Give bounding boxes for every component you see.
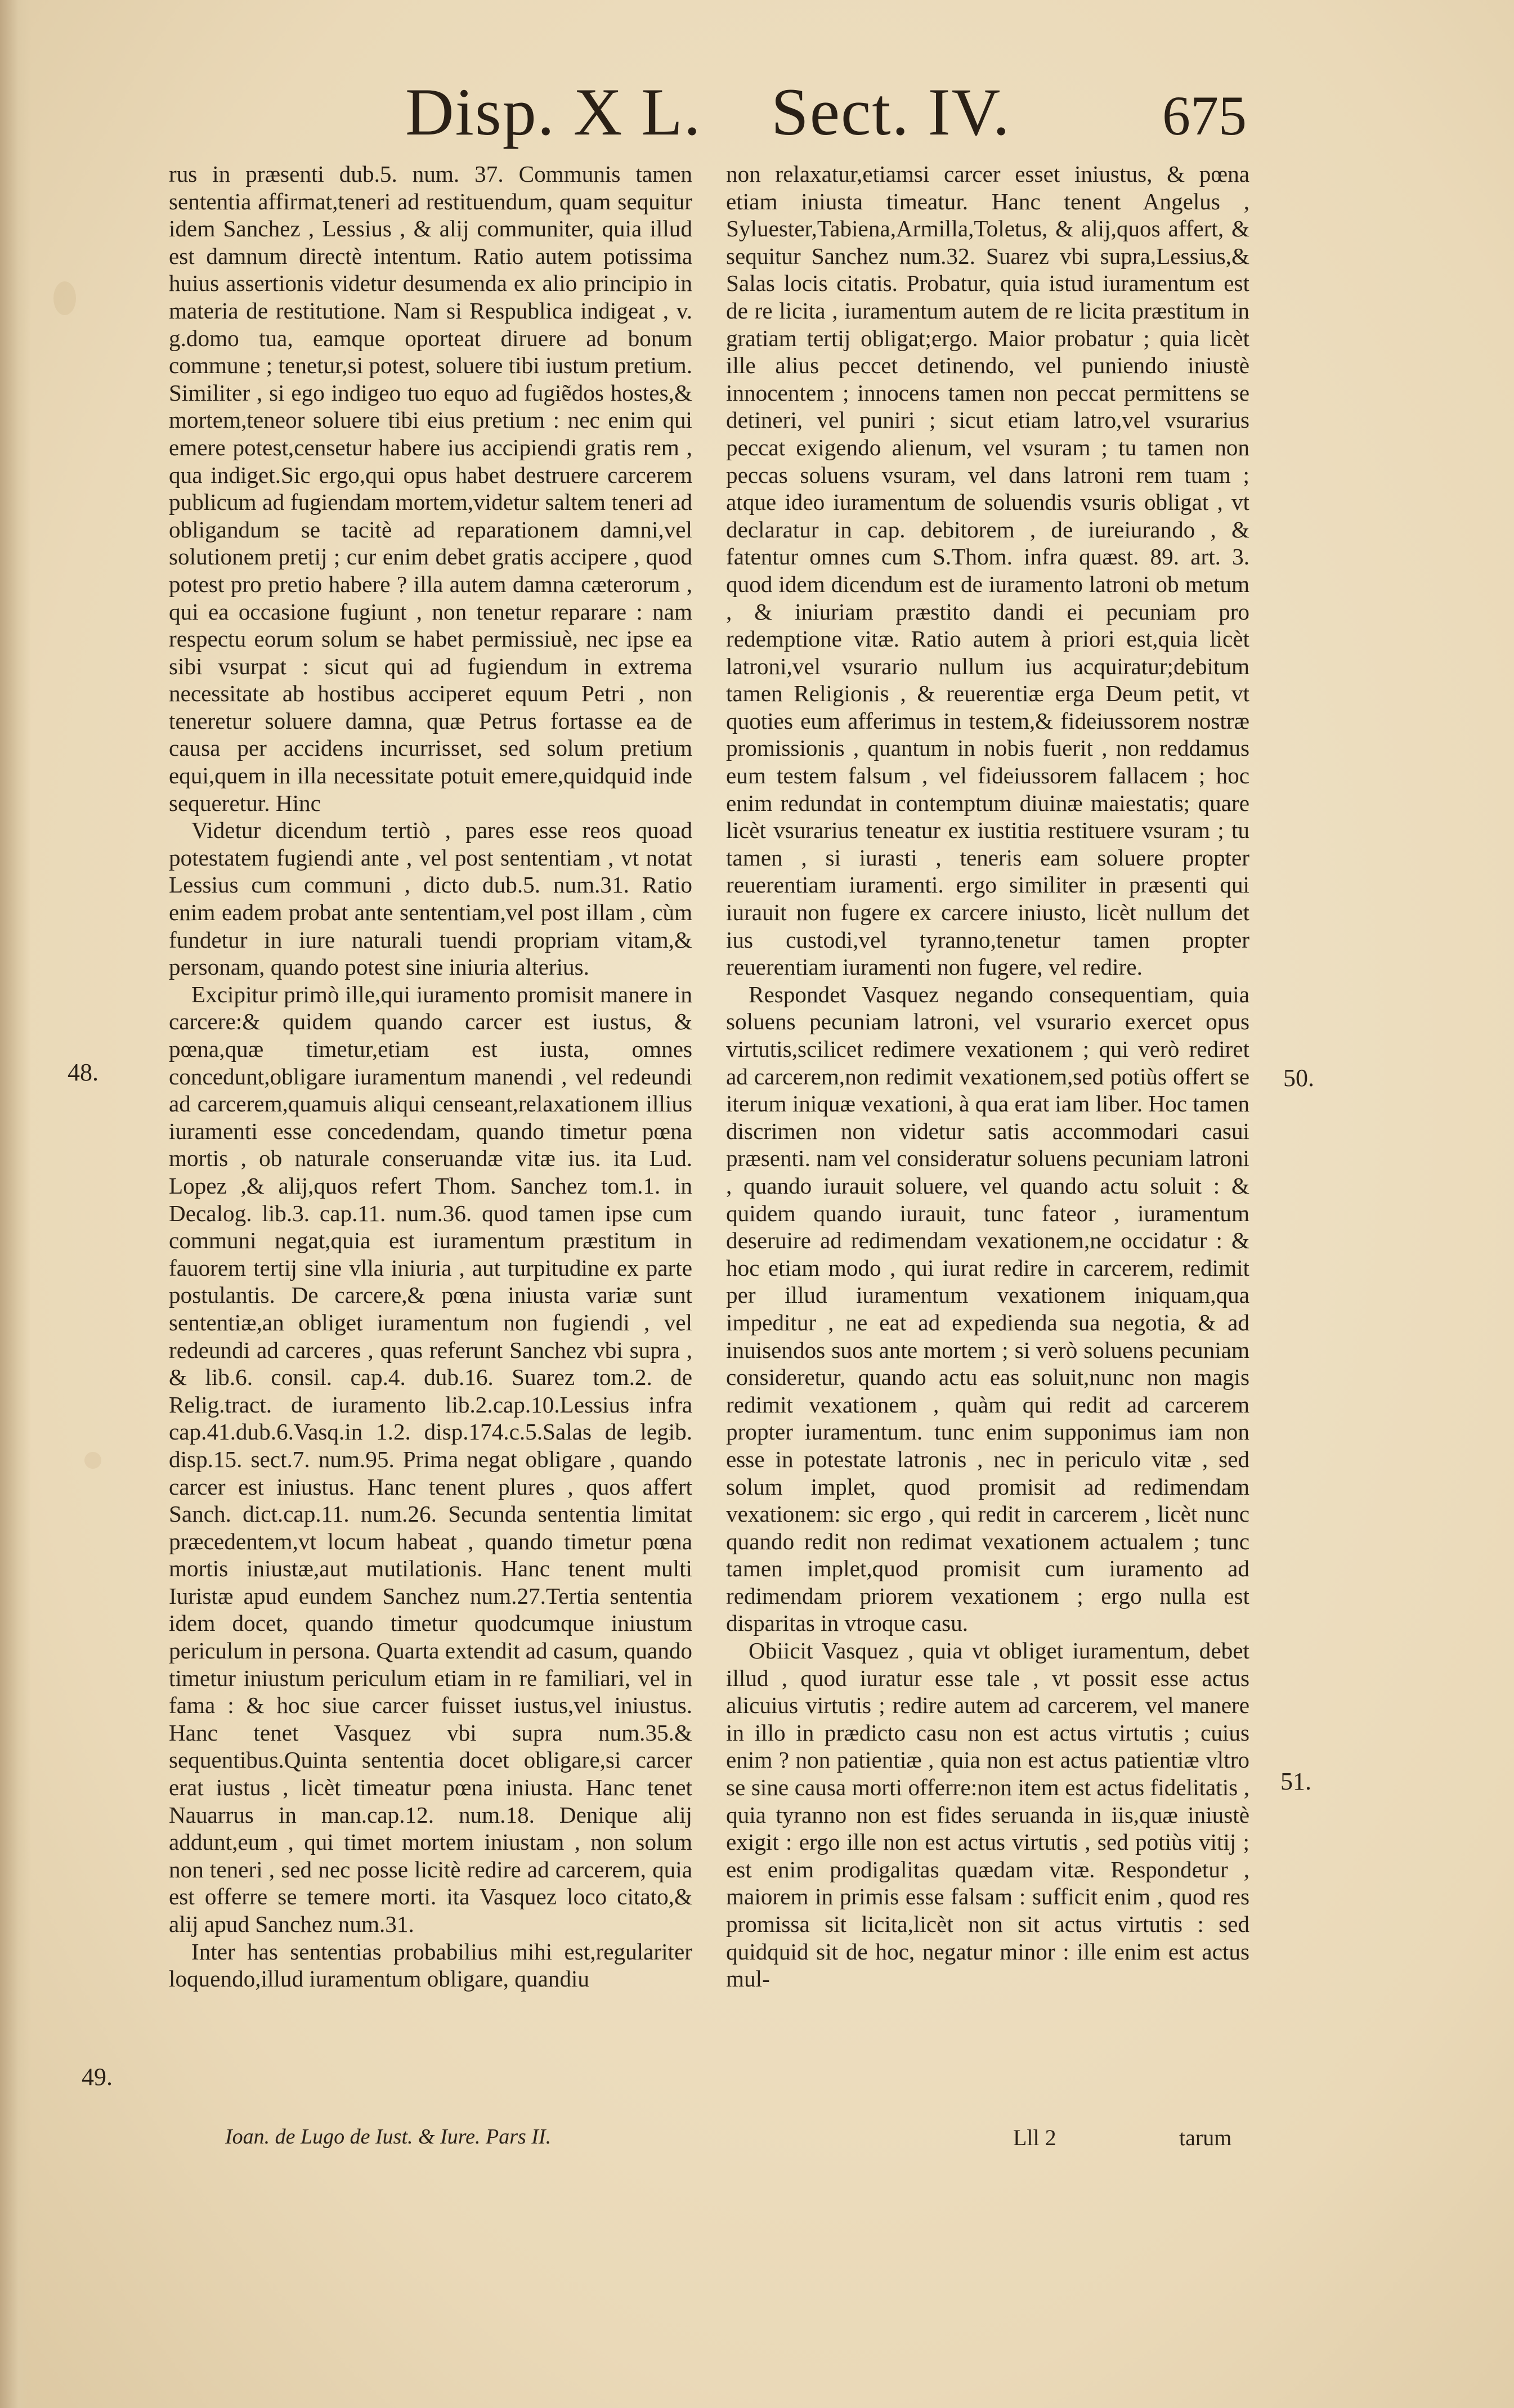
right-column [726, 160, 1249, 1993]
paragraph: Obiicit Vasquez , quia vt obliget iuramentum, debet illud , quod iuratur esse tale , vt possit esse actus alicuius virtutis ; redire autem ad carcerem, vel manere in illo in prædicto casu non est actus virtutis ; cuius enim ? non patientiæ , quia non est actus patientiæ vltro se sine causa morti offerre:non item est actus fidelitatis , quia tyranno non est fides seruanda in iis,quæ iniustè exigit : ergo ille non est actus virtutis , sed potiùs vitij ; est enim prodigalitas quædam vitæ. Respondetur , maiorem in primis esse falsam : sufficit enim , quod res promissa sit licita,licèt non sit actus virtutis : sed quidquid sit de hoc, negatur minor : ille enim est actus mul- [726, 1638, 1249, 1992]
margin-number-50: 50. [1283, 1064, 1314, 1092]
page-header [0, 68, 1514, 152]
ink-stain [53, 281, 76, 315]
paragraph: Videtur dicendum tertiò , pares esse reos quoad potestatem fugiendi ante , vel post sententiam , vt notat Lessius cum communi , dicto dub.5. num.31. Ratio enim eadem probat ante sententiam,vel post illam , cùm fundetur in iure naturali tuendi propriam vitam,& personam, quando potest sine iniuria alterius. [169, 817, 692, 980]
margin-number-48: 48. [68, 1059, 98, 1086]
left-column [169, 160, 692, 1993]
paragraph: rus in præsenti dub.5. num. 37. Communis tamen sententia affirmat,teneri ad restituendum, quam sequitur idem Sanchez , Lessius , & alij communiter, quia illud est damnum directè intentum. Ratio autem potissima huius assertionis videtur desumenda ex alio principio in materia de restitutione. Nam si Respublica indigeat , v. g.domo tua, eamque oporteat diruere ad bonum commune ; tenetur,si potest, soluere tibi iustum pretium. Similiter , si ego indigeo tuo equo ad fugiẽdos hostes,& mortem,teneor soluere tibi eius pretium : nec enim qui emere potest,censetur habere ius accipiendi gratis rem , qua indiget.Sic ergo,qui opus habet destruere carcerem publicum ad fugiendam mortem,videtur saltem teneri ad obligandum se tacitè ad reparationem damni,vel solutionem pretij ; cur enim debet gratis accipere , quod potest pro pretio habere ? illa autem damna cæterorum , qui ea occasione fugiunt , non tenetur reparare : nam respectu eorum solum se habet permissiuè, nec ipse ea sibi vsurpat : sicut qui ad fugiendum in extrema necessitate ab hostibus acciperet equum Petri , non teneretur soluere damna, quæ Petrus fortasse ea de causa per accidens incurrisset, sed solum pretium equi,quem in illa necessitate potuit emere,quidquid inde sequeretur. Hinc [169, 161, 692, 816]
catchword: tarum [1179, 2125, 1232, 2150]
paragraph: non relaxatur,etiamsi carcer esset iniustus, & pœna etiam iniusta timeatur. Hanc tenent Angelus , Syluester,Tabiena,Armilla,Toletus, & alij,quos affert, & sequitur Sanchez num.32. Suarez vbi supra,Lessius,& Salas locis citatis. Probatur, quia istud iuramentum est de re licita , iuramentum autem de re licita præstitum in gratiam tertij obligat;ergo. Maior probatur ; quia licèt ille alius peccet detinendo, vel puniendo iniustè innocentem ; innocens tamen non peccat permittens se detineri, vel puniri ; sicut etiam latro,vel vsurarius peccat exigendo alienum, vel vsuram ; tu tamen non peccas soluens vsuram, vel dans latroni rem tuam ; atque ideo iuramentum de soluendis vsuris obligat , vt declaratur in cap. debitorem , de iureiurando , & fatentur omnes cum S.Thom. infra quæst. 89. art. 3. quod idem dicendum est de iuramento latroni ob metum , & iniuriam præstito dandi ei pecuniam pro redemptione vitæ. Ratio autem à priori est,quia licèt latroni,vel vsurario nullum ius acquiratur;debitum tamen Religionis , & reuerentiæ erga Deum petit, vt quoties eum afferimus in testem,& fideiussorem nostræ promissionis , quantum in nobis fuerit , non reddamus eum testem falsum , vel fideiussorem fallacem ; hoc enim redundat in contemptum diuinæ maiestatis; quare licèt vsurarius teneatur ex iustitia restituere vsuram ; tu tamen , si iurasti , teneris eam soluere propter reuerentiam iuramenti. ergo similiter in præsenti qui iurauit non fugere ex carcere iniusto, licèt nullum det ius custodi,vel tyranno,tenetur tamen propter reuerentiam iuramenti non fugere, vel redire. [726, 161, 1249, 980]
page-edge [0, 0, 31, 2408]
paragraph: Respondet Vasquez negando consequentiam, quia soluens pecuniam latroni, vel vsurario exercet opus virtutis,scilicet redimere vexationem ; qui verò rediret ad carcerem,non redimit vexationem,sed potiùs offert se iterum iniquæ vexationi, à qua erat iam liber. Hoc tamen discrimen non videtur satis accommodari casui præsenti. nam vel consideratur soluens pecuniam latroni , quando iurauit soluere, vel quando actu soluit : & quidem quando iurauit, tunc fateor , iuramentum deseruire ad redimendam vexationem,ne occidatur : & hoc etiam modo , qui iurat redire in carcerem, redimit per illud iuramentum vexationem iniquam,qua impeditur , ne eat ad expedienda sua negotia, & ad inuisendos suos ante mortem ; si verò soluens pecuniam consideretur, quando actu eas soluit,nunc non magis redimit vexationem , quàm qui redit ad carcerem propter iuramentum. tunc enim supponimus iam non esse in potestate latronis , nec in periculo vitæ , sed solum implet, quod promisit ad redimendam vexationem: sic ergo , qui redit in carcerem , licèt nunc quando redit non redimat vexationem actualem ; tunc tamen implet,quod promisit cum iuramento ad redimendam priorem vexationem ; ergo nulla est disparitas in vtroque casu. [726, 981, 1249, 1636]
ink-stain [84, 1452, 101, 1469]
margin-number-51: 51. [1280, 1768, 1311, 1795]
disputation-title: Disp. X L. [405, 74, 702, 149]
section-title: Sect. IV. [771, 74, 1011, 149]
page-number: 675 [1162, 84, 1247, 147]
running-title: Ioan. de Lugo de Iust. & Iure. Pars II. [225, 2125, 552, 2149]
signature-mark: Lll 2 [1013, 2125, 1056, 2150]
margin-number-49: 49. [82, 2063, 113, 2091]
paragraph: Inter has sententias probabilius mihi est,regulariter loquendo,illud iuramentum obligare, quandiu [169, 1938, 692, 1992]
paragraph: Excipitur primò ille,qui iuramento promisit manere in carcere:& quidem quando carcer est iustus, & pœna,quæ timetur,etiam est iusta, omnes concedunt,obligare iuramentum manendi , vel redeundi ad carcerem,quamuis aliqui censeant,relaxationem illius iuramenti esse concedendam, quando timetur pœna mortis , ob naturale conseruandæ vitæ ius. ita Lud. Lopez ,& alij,quos refert Thom. Sanchez tom.1. in Decalog. lib.3. cap.11. num.36. quod tamen ipse cum communi negat,quia est iuramentum præstitum in fauorem tertij sine vlla iniuria , aut turpitudine ex parte postulantis. De carcere,& pœna iniusta variæ sunt sententiæ,an obliget iuramentum non fugiendi , vel redeundi ad carceres , quas referunt Sanchez vbi supra , & lib.6. consil. cap.4. dub.16. Suarez tom.2. de Relig.tract. de iuramento lib.2.cap.10.Lessius infra cap.41.dub.6.Vasq.in 1.2. disp.174.c.5.Salas de legib. disp.15. sect.7. num.95. Prima negat obligare , quando carcer est iniustus. Hanc tenent plures , quos affert Sanch. dict.cap.11. num.26. Secunda sententia limitat præcedentem,vt locum habeat , quando timetur pœna mortis iniustæ,aut mutilationis. Hanc tenent multi Iuristæ apud eundem Sanchez num.27.Tertia sententia idem docet, quando timetur quodcumque iniustum periculum in persona. Quarta extendit ad casum, quando timetur iniustum periculum etiam in re familiari, vel in fama : & hoc siue carcer fuisset iustus,vel iniustus. Hanc tenet Vasquez vbi supra num.35.& sequentibus.Quinta sententia docet obligare,si carcer erat iustus , licèt timeatur pœna iniusta. Hanc tenet Nauarrus in man.cap.12. num.18. Denique alij addunt,eum , qui timet mortem iniustam , non solum non teneri , sed nec posse licitè redire ad carcerem, quia est offerre se temere morti. ita Vasquez loco citato,& alij apud Sanchez num.31. [169, 981, 692, 1937]
